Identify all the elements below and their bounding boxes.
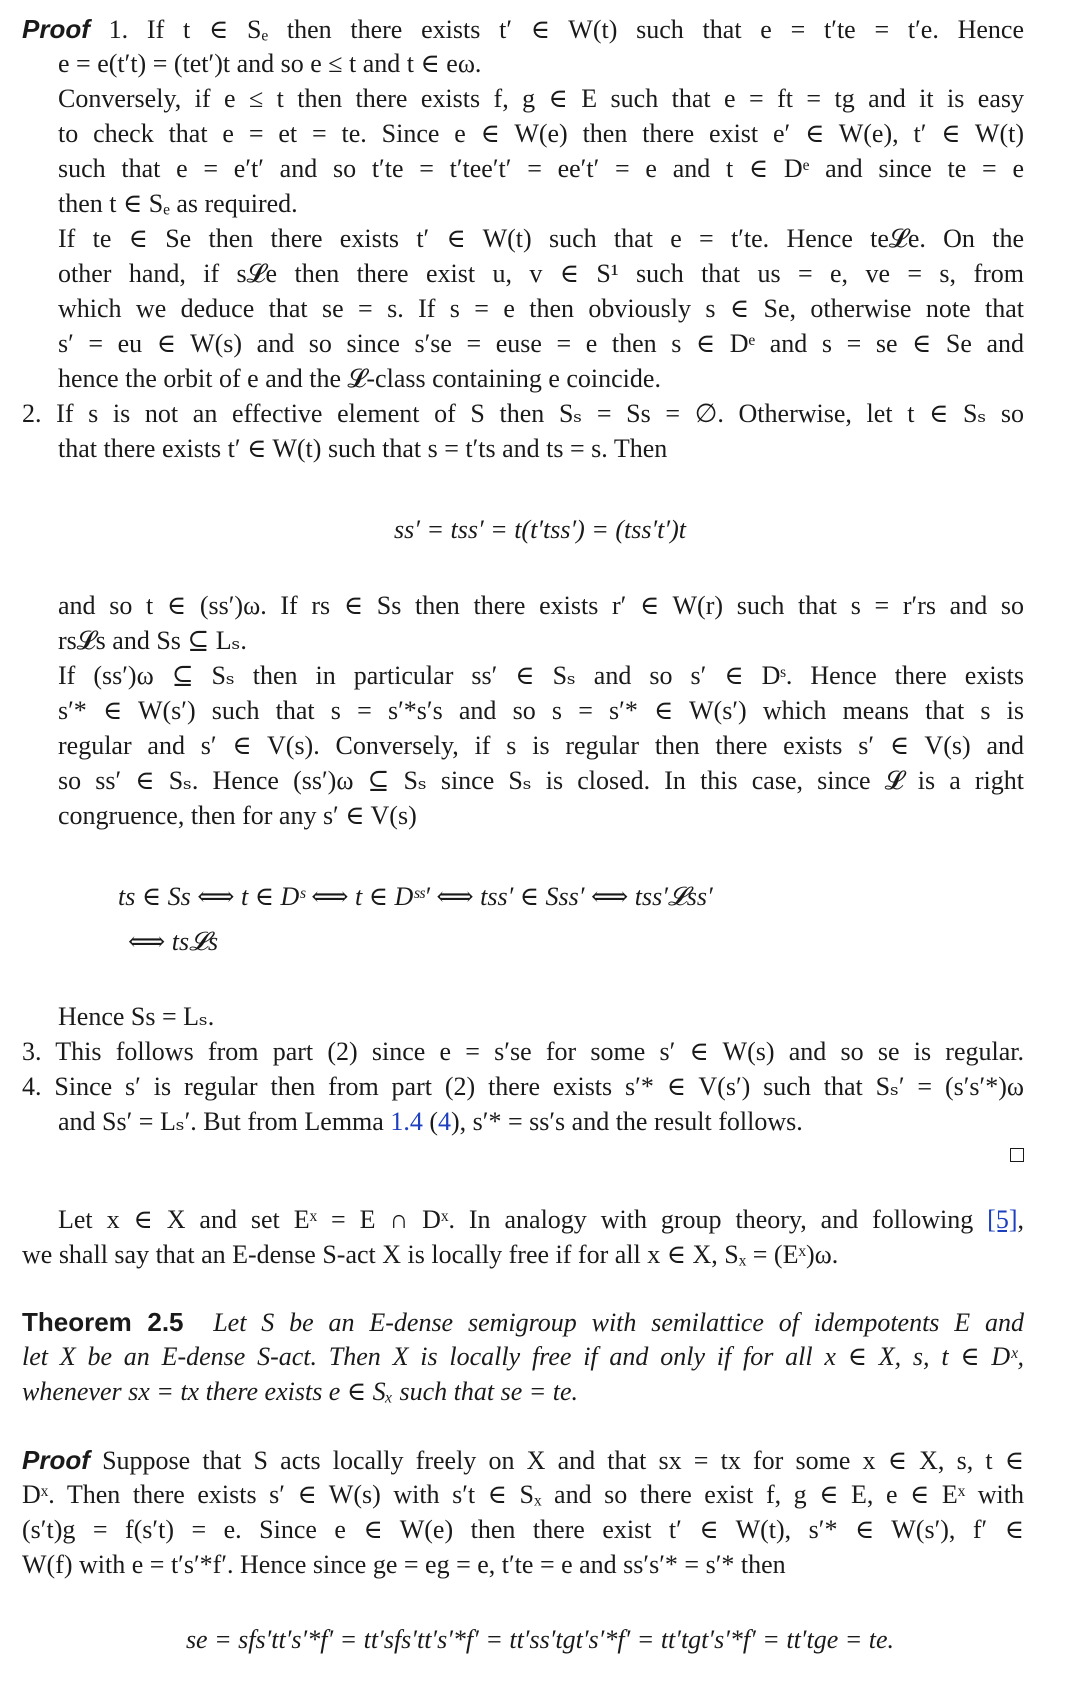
theorem-label: Theorem 2.5: [22, 1307, 184, 1337]
part2-line-5: regular and s′ ∈ V(s). Conversely, if s is regular then there exists s′ ∈ V(s) and: [58, 731, 1024, 760]
text-span: Let S be an E-dense semigroup with semilattice of idempotents E and: [213, 1308, 1024, 1337]
para-line-1: [58, 1203, 1024, 1239]
text-line: 1. If t ∈ Sₑ then there exists t′ ∈ W(t) such that e = t′te = t′e. Hence: [108, 15, 1024, 44]
text-span: and Ss′ = Lₛ′. But from Lemma: [58, 1107, 391, 1136]
part3-line: 3. This follows from part (2) since e = s′se for some s′ ∈ W(s) and so se is regular.: [22, 1037, 1024, 1066]
proof1-line-4: to check that e = et = te. Since e ∈ W(e) then there exist e′ ∈ W(e), t′ ∈ W(t): [58, 119, 1024, 148]
part2-line-7: congruence, then for any s′ ∈ V(s): [58, 801, 417, 830]
proof1-line-10: s′ = eu ∈ W(s) and so since s′se = euse = e then s ∈ Dᵉ and s = se ∈ Se and: [58, 329, 1024, 358]
proof1-line-8: other hand, if s𝓛e then there exist u, v ∈ S¹ such that us = e, ve = s, from: [58, 259, 1024, 288]
lemma-ref-link[interactable]: 1.4: [390, 1107, 423, 1136]
equation-2-line-2: ⟺ ts𝓛s: [128, 927, 219, 956]
part2-line-6: so ss′ ∈ Sₛ. Hence (ss′)ω ⊆ Sₛ since Sₛ is closed. In this case, since 𝓛 is a right: [58, 766, 1024, 795]
proof2-line-1: [22, 1443, 1024, 1479]
equation-2-line-1: ts ∈ Ss ⟺ t ∈ Dˢ ⟺ t ∈ Dˢˢ′ ⟺ tss′ ∈ Sss′ ⟺ tss′𝓛ss′: [118, 882, 713, 911]
part2-line-4: s′* ∈ W(s′) such that s = s′*s′s and so s = s′* ∈ W(s′) which means that s is: [58, 696, 1024, 725]
proof2-line-2: Dˣ. Then there exists s′ ∈ W(s) with s′t ∈ Sₓ and so there exist f, g ∈ E, e ∈ Eˣ with: [22, 1480, 1024, 1509]
qed-square-icon: [1010, 1148, 1024, 1162]
citation-link[interactable]: [5]: [987, 1205, 1018, 1234]
proof1-line-1: [22, 12, 1024, 48]
part4-line-1: 4. Since s′ is regular then from part (2) there exists s′* ∈ V(s′) such that Sₛ′ = (s′s′*)ω: [22, 1072, 1024, 1101]
equation-1: ss′ = tss′ = t(t′tss′) = (tss′t′)t: [394, 515, 686, 544]
theorem-line-2: let X be an E-dense S-act. Then X is locally free if and only if for all x ∈ X, s, t ∈ Dˣ,: [22, 1342, 1024, 1371]
equation-3: se = sfs′tt′s′*f′ = tt′sfs′tt′s′*f′ = tt′ss′tgt′s′*f′ = tt′tgt′s′*f′ = tt′tge = te.: [185, 1625, 895, 1654]
lemma-part-ref-link[interactable]: 4: [437, 1107, 451, 1136]
part4-line-2: [58, 1105, 803, 1141]
proof1-line-9: which we deduce that se = s. If s = e then obviously s ∈ Se, otherwise note that: [58, 294, 1024, 323]
proof1-line-3: Conversely, if e ≤ t then there exists f, g ∈ E such that e = ft = tg and it is easy: [58, 84, 1024, 113]
text-span: (: [422, 1107, 438, 1136]
part2-line-3: If (ss′)ω ⊆ Sₛ then in particular ss′ ∈ Sₛ and so s′ ∈ Dˢ. Hence there exists: [58, 661, 1024, 690]
proof-label: Proof: [22, 1445, 90, 1475]
text-span: Suppose that S acts locally freely on X and that sx = tx for some x ∈ X, s, t ∈: [102, 1446, 1024, 1475]
proof2-line-4: W(f) with e = t′s′*f′. Hence since ge = eg = e, t′te = e and ss′s′* = s′* then: [22, 1550, 786, 1579]
proof1-line-7: If te ∈ Se then there exists t′ ∈ W(t) such that e = t′te. Hence te𝓛e. On the: [58, 224, 1024, 253]
proof2-line-3: (s′t)g = f(s′t) = e. Since e ∈ W(e) then there exist t′ ∈ W(t), s′* ∈ W(s′), f′ ∈: [22, 1515, 1024, 1544]
proof1-line-11: hence the orbit of e and the 𝓛-class containing e coincide.: [58, 364, 661, 393]
para-line-2: we shall say that an E-dense S-act X is locally free if for all x ∈ X, Sₓ = (Eˣ)ω.: [22, 1240, 839, 1269]
proof1-line-2: e = e(t′t) = (tet′)t and so e ≤ t and t ∈ eω.: [58, 49, 482, 78]
proof-label: Proof: [22, 14, 90, 44]
part2-conclusion: Hence Ss = Lₛ.: [58, 1002, 215, 1031]
part2-line-2: rs𝓛s and Ss ⊆ Lₛ.: [58, 626, 247, 655]
text-span: ,: [1017, 1205, 1024, 1234]
text-span: Let x ∈ X and set Eˣ = E ∩ Dˣ. In analogy with group theory, and following: [58, 1205, 988, 1234]
proof1-line-12: 2. If s is not an effective element of S then Sₛ = Ss = ∅. Otherwise, let t ∈ Sₛ so: [22, 399, 1024, 428]
theorem-line-3: whenever sx = tx there exists e ∈ Sₓ such that se = te.: [22, 1377, 579, 1406]
proof1-line-13: that there exists t′ ∈ W(t) such that s = t′ts and ts = s. Then: [58, 434, 668, 463]
proof1-line-6: then t ∈ Sₑ as required.: [58, 189, 298, 218]
part2-line-1: and so t ∈ (ss′)ω. If rs ∈ Ss then there exists r′ ∈ W(r) such that s = r′rs and so: [58, 591, 1024, 620]
proof1-line-5: such that e = e′t′ and so t′te = t′tee′t′ = ee′t′ = e and t ∈ Dᵉ and since te = e: [58, 154, 1024, 183]
theorem-line-1: [22, 1305, 1024, 1341]
text-span: ), s′* = ss′s and the result follows.: [450, 1107, 803, 1136]
